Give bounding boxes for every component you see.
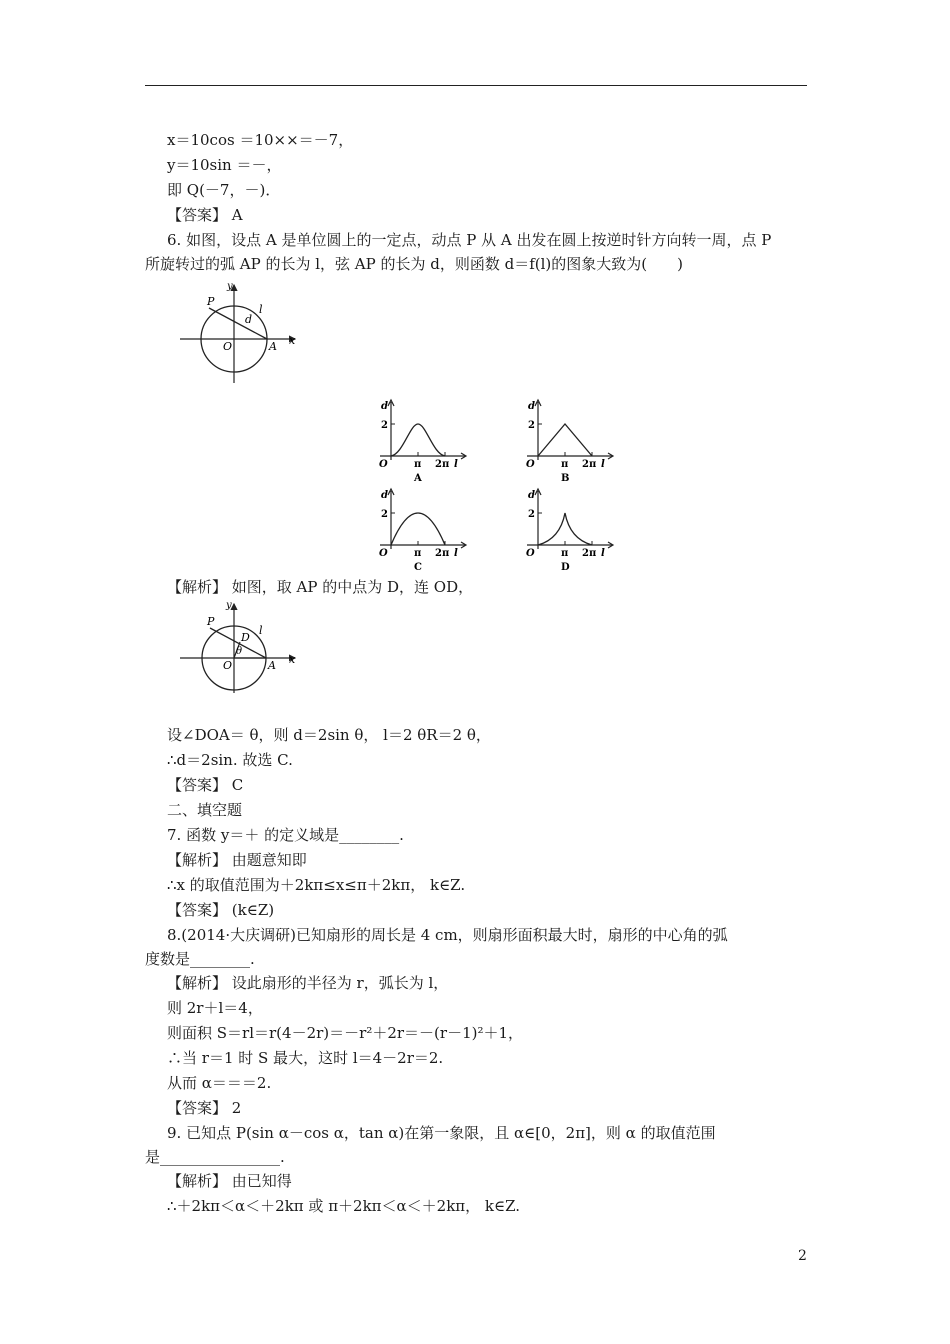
d-axis-label: d — [528, 401, 535, 412]
solution-line: 【解析】 由题意知即 — [167, 851, 307, 869]
question-6-text-cont: 所旋转过的弧 AP 的长为 l，弦 AP 的长为 d，则函数 d＝f(l)的图象大致为( ) — [145, 255, 683, 273]
question-8-text: 8.(2014·大庆调研)已知扇形的周长是 4 cm，则扇形面积最大时，扇形的中心角的弧 — [167, 926, 728, 944]
d-axis-label: d — [381, 401, 388, 412]
text-line: x＝10cos ＝10××＝－7， — [167, 131, 354, 149]
tick-2pi-label: 2π — [435, 548, 450, 559]
tick-pi-label: π — [414, 548, 422, 559]
text-line: ∴＋2kπ＜α＜＋2kπ 或 π＋2kπ＜α＜＋2kπ， k∈Z. — [167, 1197, 521, 1215]
unit-circle-figure — [175, 275, 315, 385]
text-line: 设∠DOA＝ θ，则 d＝2sin θ， l＝2 θR＝2 θ， — [167, 726, 491, 744]
x-axis-label: x — [289, 334, 296, 347]
text-line: 即 Q(－7，－)． — [167, 181, 281, 199]
origin-label: O — [223, 659, 233, 672]
header-rule — [145, 85, 807, 86]
option-letter: C — [414, 562, 422, 573]
question-6-text: 6. 如图，设点 A 是单位圆上的一定点，动点 P 从 A 出发在圆上按逆时针方向转一周，点 P — [167, 231, 772, 249]
option-b-graph — [522, 394, 617, 484]
answer-line: 【答案】 A — [167, 206, 243, 224]
question-8-text-cont: 度数是________. — [145, 950, 255, 968]
chord-d-label: d — [245, 313, 253, 326]
tick-pi-label: π — [414, 459, 422, 470]
text-line: 则面积 S＝rl＝r(4－2r)＝－r²＋2r＝－(r－1)²＋1， — [167, 1024, 524, 1042]
l-axis-label: l — [601, 459, 605, 470]
point-p-label: P — [207, 295, 215, 308]
tick-pi-label: π — [561, 548, 569, 559]
d-axis-label: d — [381, 490, 388, 501]
l-axis-label: l — [601, 548, 605, 559]
tick-2-label: 2 — [528, 420, 535, 431]
option-a-graph — [375, 394, 470, 484]
answer-line: 【答案】 (k∈Z) — [167, 901, 275, 919]
d-axis-label: d — [528, 490, 535, 501]
x-axis-label: x — [289, 653, 296, 666]
y-axis-label: y — [227, 281, 233, 292]
solution-line: 【解析】 由已知得 — [167, 1172, 292, 1190]
section-heading: 二、填空题 — [167, 801, 243, 819]
page-number: 2 — [798, 1248, 807, 1264]
solution-line: 【解析】 如图，取 AP 的中点为 D，连 OD， — [167, 578, 474, 596]
solution-line: 【解析】 设此扇形的半径为 r，弧长为 l， — [167, 974, 449, 992]
option-letter: D — [561, 562, 570, 573]
origin-label: O — [379, 548, 388, 559]
y-axis-label: y — [226, 600, 232, 611]
text-line: y＝10sin ＝－， — [167, 156, 282, 174]
tick-pi-label: π — [561, 459, 569, 470]
question-9-text-cont: 是________________. — [145, 1148, 285, 1166]
origin-label: O — [526, 548, 535, 559]
point-d-label: D — [241, 631, 250, 644]
tick-2pi-label: 2π — [435, 459, 450, 470]
point-a-label: A — [269, 340, 277, 353]
origin-label: O — [379, 459, 388, 470]
arc-l-label: l — [259, 303, 263, 316]
origin-label: O — [223, 340, 233, 353]
text-line: ∴x 的取值范围为＋2kπ≤x≤π＋2kπ， k∈Z. — [167, 876, 466, 894]
question-7-text: 7. 函数 y＝＋ 的定义域是________. — [167, 826, 404, 844]
tick-2-label: 2 — [381, 509, 388, 520]
tick-2-label: 2 — [381, 420, 388, 431]
answer-line: 【答案】 C — [167, 776, 244, 794]
text-line: 则 2r＋l＝4， — [167, 999, 263, 1017]
point-a-label: A — [268, 659, 276, 672]
l-axis-label: l — [454, 548, 458, 559]
option-letter: A — [414, 473, 422, 484]
question-9-text: 9. 已知点 P(sin α－cos α，tan α)在第一象限，且 α∈[0，2π]，则 α 的取值范围 — [167, 1124, 716, 1142]
text-line: ∴当 r＝1 时 S 最大，这时 l＝4－2r＝2. — [167, 1049, 444, 1067]
tick-2pi-label: 2π — [582, 459, 597, 470]
unit-circle-midpoint-figure — [175, 598, 315, 708]
point-p-label: P — [207, 615, 215, 628]
text-line: 从而 α＝＝＝2. — [167, 1074, 272, 1092]
tick-2pi-label: 2π — [582, 548, 597, 559]
option-d-graph — [522, 483, 617, 573]
text-line: ∴d＝2sin. 故选 C. — [167, 751, 293, 769]
option-letter: B — [561, 473, 570, 484]
answer-line: 【答案】 2 — [167, 1099, 242, 1117]
option-c-graph — [375, 483, 470, 573]
origin-label: O — [526, 459, 535, 470]
l-axis-label: l — [454, 459, 458, 470]
arc-l-label: l — [259, 624, 263, 637]
tick-2-label: 2 — [528, 509, 535, 520]
angle-theta-label: θ — [236, 646, 243, 657]
